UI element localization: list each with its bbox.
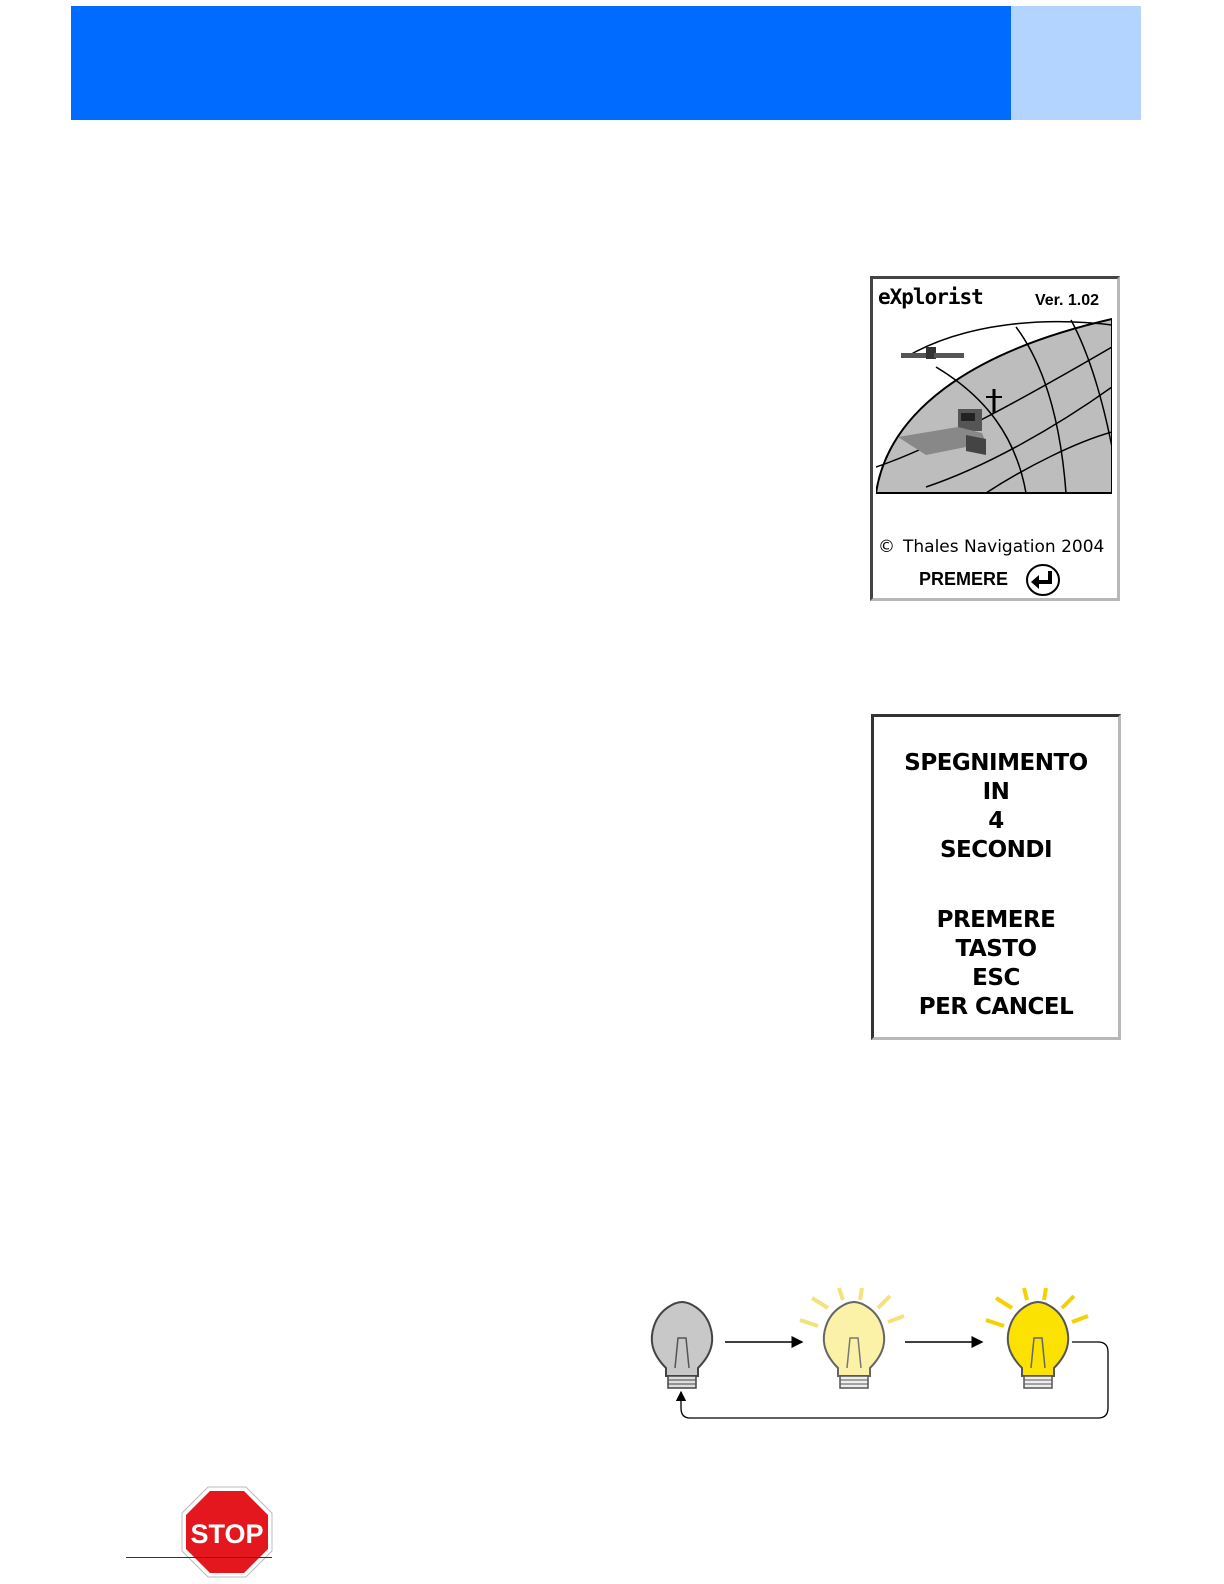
shutdown-in: IN — [982, 779, 1010, 805]
version-label: Ver. 1.02 — [1034, 292, 1099, 309]
press-label: PREMERE — [919, 569, 1009, 589]
shutdown-esc: ESC — [972, 965, 1020, 991]
enter-key-icon — [1025, 563, 1061, 597]
bulb-bright-icon — [986, 1288, 1088, 1388]
stop-sign-icon — [180, 1485, 274, 1579]
copyright-owner: Thales Navigation 2004 — [903, 537, 1105, 557]
splash-screen — [870, 276, 1120, 601]
stop-label: STOP — [190, 1519, 264, 1549]
copyright-symbol: © — [878, 537, 895, 557]
header-bar — [71, 6, 1011, 120]
shutdown-screen — [871, 714, 1121, 1040]
footer-link-underline — [126, 1557, 272, 1558]
globe-illustration — [876, 317, 1112, 495]
shutdown-press: PREMERE — [936, 907, 1056, 933]
shutdown-seconds: SECONDI — [939, 837, 1053, 863]
bulb-off-icon — [652, 1302, 712, 1388]
shutdown-cancel: PER CANCEL — [918, 994, 1074, 1020]
shutdown-title: SPEGNIMENTO — [904, 750, 1088, 776]
header-tab — [1011, 6, 1141, 120]
shutdown-key: TASTO — [955, 936, 1037, 962]
app-name: eXplorist — [878, 285, 983, 309]
backlight-cycle-diagram — [640, 1280, 1120, 1425]
bulb-dim-icon — [800, 1288, 904, 1388]
copyright-text — [878, 537, 1104, 557]
shutdown-countdown: 4 — [988, 808, 1004, 834]
